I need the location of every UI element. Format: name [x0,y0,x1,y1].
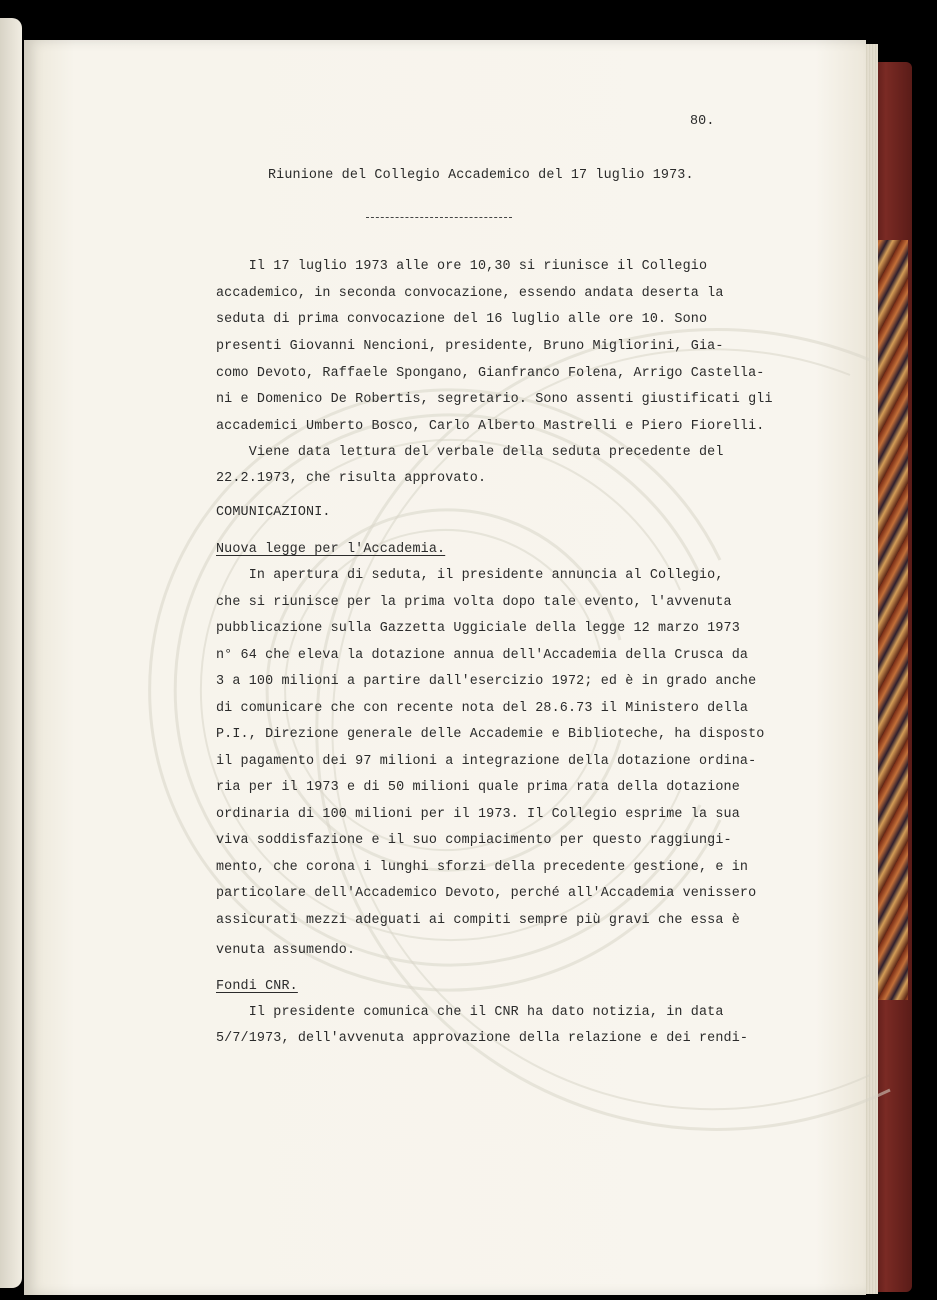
paragraph-line: Viene data lettura del verbale della seduta precedente del [216,445,724,460]
paragraph-line: il pagamento dei 97 milioni a integrazione della dotazione ordina- [216,754,757,769]
paragraph-line: di comunicare che con recente nota del 28.6.73 il Ministero della [216,701,749,716]
left-page-edge [0,18,22,1288]
paragraph-line: che si riunisce per la prima volta dopo tale evento, l'avvenuta [216,595,732,610]
section-heading: COMUNICAZIONI. [216,505,331,520]
paragraph-line: n° 64 che eleva la dotazione annua dell'Accademia della Crusca da [216,648,749,663]
paragraph-line: seduta di prima convocazione del 16 luglio alle ore 10. Sono [216,312,708,327]
paragraph-line: assicurati mezzi adeguati ai compiti sempre più gravi che essa è [216,913,740,928]
paragraph-line: ni e Domenico De Robertis, segretario. Sono assenti giustificati gli [216,392,773,407]
paragraph-line: particolare dell'Accademico Devoto, perché all'Accademia venissero [216,886,757,901]
marbled-edge [874,240,908,1000]
paragraph-line: como Devoto, Raffaele Spongano, Gianfranco Folena, Arrigo Castella- [216,366,765,381]
paragraph-line: mento, che corona i lunghi sforzi della precedente gestione, e in [216,860,749,875]
title-divider [366,217,512,218]
paragraph-line: 22.2.1973, che risulta approvato. [216,471,487,486]
subheading-nuova-legge: Nuova legge per l'Accademia. [216,542,446,557]
page-number: 80. [690,114,715,129]
paragraph-line: viva soddisfazione e il suo compiacimento per questo raggiungi- [216,833,732,848]
document-title: Riunione del Collegio Accademico del 17 luglio 1973. [268,168,694,183]
paragraph-line: Il presidente comunica che il CNR ha dato notizia, in data [216,1005,724,1020]
paragraph-line: 5/7/1973, dell'avvenuta approvazione della relazione e dei rendi- [216,1031,749,1046]
paragraph-line: pubblicazione sulla Gazzetta Uggiciale della legge 12 marzo 1973 [216,621,740,636]
paragraph-line: venuta assumendo. [216,943,356,958]
paragraph-line: presenti Giovanni Nencioni, presidente, Bruno Migliorini, Gia- [216,339,724,354]
paragraph-line: 3 a 100 milioni a partire dall'esercizio 1972; ed è in grado anche [216,674,757,689]
paragraph-line: accademici Umberto Bosco, Carlo Alberto Mastrelli e Piero Fiorelli. [216,419,765,434]
paragraph-line: ordinaria di 100 milioni per il 1973. Il Collegio esprime la sua [216,807,740,822]
paragraph-line: In apertura di seduta, il presidente annuncia al Collegio, [216,568,724,583]
subheading-fondi-cnr: Fondi CNR. [216,979,298,994]
paragraph-line: Il 17 luglio 1973 alle ore 10,30 si riunisce il Collegio [216,259,708,274]
paragraph-line: ria per il 1973 e di 50 milioni quale prima rata della dotazione [216,780,740,795]
document-page [24,40,866,1295]
paragraph-line: accademico, in seconda convocazione, essendo andata deserta la [216,286,724,301]
paragraph-line: P.I., Direzione generale delle Accademie e Biblioteche, ha disposto [216,727,765,742]
